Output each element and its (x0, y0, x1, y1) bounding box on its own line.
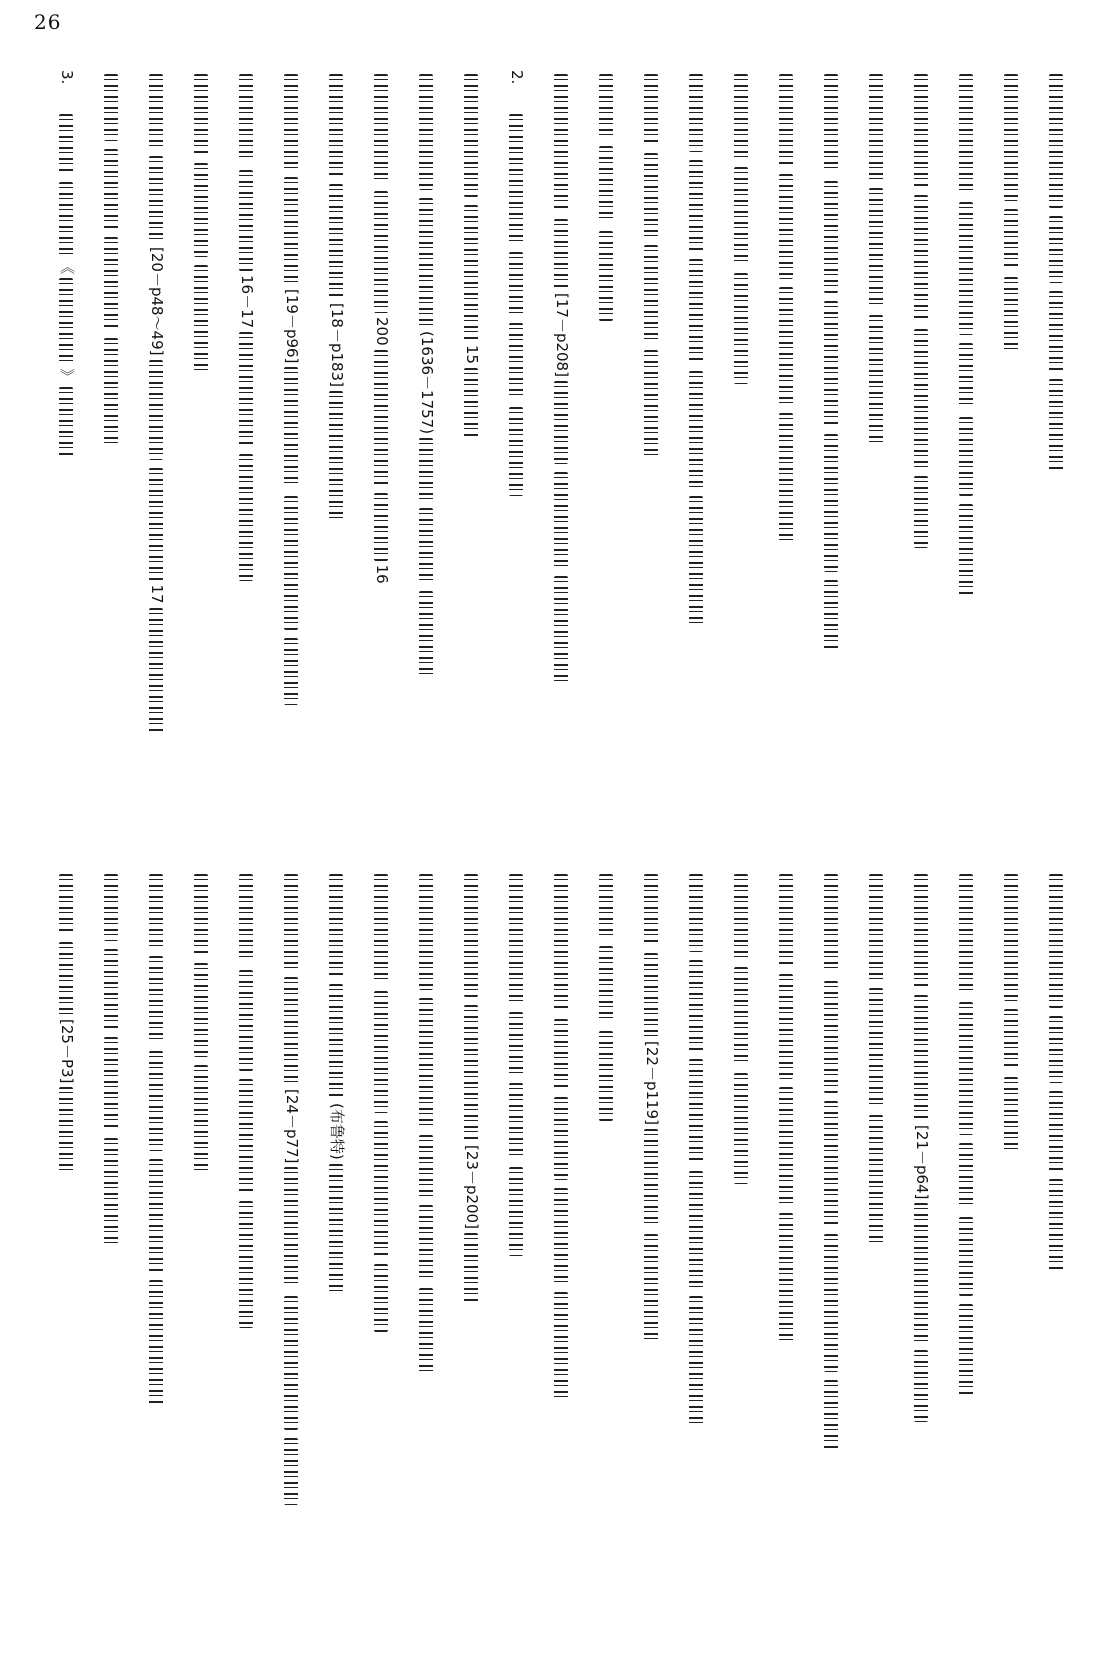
mongolian-script-word (465, 74, 479, 197)
text-column (950, 70, 984, 820)
mongolian-script-word (870, 188, 884, 307)
mongolian-script-word (1005, 874, 1019, 1001)
text-column (860, 70, 894, 820)
mongolian-script-word (735, 273, 749, 384)
mongolian-script-word (285, 1296, 299, 1430)
mongolian-script-word (690, 259, 704, 363)
section-number: 2. (508, 70, 526, 85)
mongolian-script-word (645, 350, 659, 460)
text-column (950, 870, 984, 1640)
mongolian-script-word (240, 454, 254, 581)
mongolian-script-word (420, 74, 434, 190)
mongolian-script-word (105, 874, 119, 941)
mongolian-script-word (645, 74, 659, 145)
text-column (500, 70, 534, 820)
mongolian-script-word (195, 963, 209, 1057)
citation: 《 (58, 259, 76, 275)
mongolian-script-word (645, 153, 659, 237)
mongolian-script-word (915, 874, 929, 987)
citation: 16－17 (238, 275, 256, 329)
mongolian-script-word (375, 874, 389, 983)
text-column (185, 70, 219, 820)
mongolian-script-word (240, 970, 254, 1071)
mongolian-script-word (375, 991, 389, 1113)
mongolian-script-word (105, 74, 119, 141)
text-column (860, 870, 894, 1640)
mongolian-script-word (105, 149, 119, 229)
mongolian-script-word (195, 265, 209, 372)
mongolian-script-word (465, 1005, 479, 1141)
text-column (905, 870, 939, 1640)
mongolian-script-word (195, 1065, 209, 1172)
mongolian-script-word (375, 74, 389, 183)
mongolian-script-word (915, 74, 929, 187)
mongolian-script-word (645, 245, 659, 342)
mongolian-script-word (690, 874, 704, 952)
mongolian-script-word (420, 1135, 434, 1197)
mongolian-script-word (1005, 209, 1019, 269)
text-column (725, 870, 759, 1640)
text-column (185, 870, 219, 1640)
mongolian-script-word (240, 332, 254, 446)
mongolian-script-word (780, 74, 794, 166)
mongolian-script-word (510, 114, 524, 244)
mongolian-script-word (870, 315, 884, 447)
mongolian-script-word (60, 114, 74, 174)
mongolian-script-word (690, 1059, 704, 1163)
mongolian-script-word (780, 1087, 794, 1205)
mongolian-script-word (555, 1292, 569, 1401)
mongolian-script-word (375, 493, 389, 561)
mongolian-script-word (285, 1167, 299, 1288)
mongolian-script-word (780, 1213, 794, 1344)
citation: [18－p183] (328, 303, 346, 387)
mongolian-script-word (1050, 1091, 1064, 1171)
mongolian-script-word (690, 960, 704, 1051)
text-column (545, 70, 579, 820)
mongolian-script-word (645, 953, 659, 1037)
mongolian-script-word (1050, 1016, 1064, 1083)
mongolian-script-word (960, 417, 974, 496)
top-text-block (20, 70, 1094, 820)
text-column (140, 70, 174, 820)
mongolian-script-word (285, 177, 299, 285)
mongolian-script-word (600, 146, 614, 223)
mongolian-script-word (240, 1079, 254, 1193)
text-column (365, 70, 399, 820)
mongolian-script-word (375, 350, 389, 485)
text-column (455, 870, 489, 1640)
mongolian-script-word (375, 191, 389, 313)
mongolian-script-word (60, 182, 74, 255)
text-column (815, 70, 849, 820)
mongolian-script-word (150, 1280, 164, 1406)
mongolian-script-word (240, 170, 254, 271)
mongolian-script-word (1005, 1009, 1019, 1069)
mongolian-script-word (825, 981, 839, 1093)
mongolian-script-word (420, 508, 434, 583)
mongolian-script-word (330, 874, 344, 976)
mongolian-script-word (375, 1264, 389, 1332)
mongolian-script-word (555, 1019, 569, 1089)
mongolian-script-word (285, 977, 299, 1085)
mongolian-script-word (600, 1031, 614, 1121)
mongolian-script-word (915, 995, 929, 1121)
text-column (680, 70, 714, 820)
mongolian-script-word (555, 74, 569, 211)
mongolian-script-word (915, 329, 929, 468)
mongolian-script-word (1005, 74, 1019, 201)
mongolian-script-word (60, 387, 74, 457)
mongolian-script-word (960, 874, 974, 994)
mongolian-script-word (420, 998, 434, 1127)
mongolian-script-word (330, 984, 344, 1099)
citation: [17－p208] (553, 293, 571, 377)
mongolian-script-word (105, 338, 119, 444)
page-number: 26 (34, 10, 62, 34)
mongolian-script-word (330, 184, 344, 299)
mongolian-script-word (510, 1012, 524, 1075)
citation: [24－p77] (283, 1089, 301, 1164)
mongolian-script-word (375, 1121, 389, 1256)
mongolian-script-word (285, 74, 299, 169)
citation: 15 (463, 345, 481, 365)
mongolian-script-word (195, 163, 209, 257)
mongolian-script-word (510, 252, 524, 315)
text-column (95, 870, 129, 1640)
mongolian-script-word (510, 1083, 524, 1159)
text-column (770, 70, 804, 820)
text-column (410, 70, 444, 820)
mongolian-script-word (510, 407, 524, 496)
mongolian-script-word (960, 202, 974, 335)
mongolian-script-word (645, 1129, 659, 1226)
mongolian-script-word (150, 1051, 164, 1151)
mongolian-script-word (555, 381, 569, 464)
mongolian-script-word (240, 874, 254, 962)
mongolian-script-word (465, 205, 479, 341)
mongolian-script-word (960, 1304, 974, 1396)
citation: 200 (373, 317, 391, 346)
mongolian-script-word (105, 1037, 119, 1130)
mongolian-script-word (780, 974, 794, 1079)
mongolian-script-word (555, 1097, 569, 1180)
mongolian-script-word (1050, 216, 1064, 283)
mongolian-script-word (1050, 379, 1064, 472)
mongolian-script-word (645, 1234, 659, 1344)
mongolian-script-word (1050, 1179, 1064, 1272)
citation: [23－p200] (463, 1145, 481, 1229)
text-column (275, 70, 309, 820)
mongolian-script-word (330, 391, 344, 519)
mongolian-script-word (465, 874, 479, 997)
text-column (905, 70, 939, 820)
mongolian-script-word (735, 874, 749, 959)
mongolian-script-word (960, 74, 974, 194)
mongolian-script-word (105, 237, 119, 330)
mongolian-script-word (465, 1233, 479, 1302)
mongolian-script-word (150, 74, 164, 148)
mongolian-script-word (285, 496, 299, 630)
mongolian-script-word (780, 874, 794, 966)
mongolian-script-word (960, 343, 974, 409)
citation: [20－p48～49] (148, 247, 166, 356)
mongolian-script-word (240, 74, 254, 162)
citation: [22－p119] (643, 1041, 661, 1125)
mongolian-script-word (780, 174, 794, 279)
text-column (1040, 870, 1074, 1640)
citation: 16 (373, 564, 391, 584)
section-number: 3. (58, 70, 76, 85)
mongolian-script-word (285, 367, 299, 488)
text-column (770, 870, 804, 1640)
mongolian-script-word (150, 468, 164, 581)
mongolian-script-word (420, 591, 434, 679)
mongolian-script-word (915, 195, 929, 321)
mongolian-script-word (150, 1159, 164, 1272)
mongolian-script-word (735, 74, 749, 159)
text-column (95, 70, 129, 820)
mongolian-script-word (285, 638, 299, 705)
mongolian-script-word (645, 874, 659, 945)
mongolian-script-word (690, 1296, 704, 1426)
citation: (1636－1757) (418, 331, 436, 435)
mongolian-script-word (600, 74, 614, 138)
text-column (1040, 70, 1074, 820)
mongolian-script-word (60, 942, 74, 1015)
citation: 》 (58, 368, 76, 384)
mongolian-script-word (870, 874, 884, 980)
mongolian-script-word (105, 949, 119, 1029)
mongolian-script-word (825, 74, 839, 173)
text-column (275, 870, 309, 1640)
mongolian-script-word (825, 181, 839, 293)
citation: [19－p96] (283, 289, 301, 364)
text-column (320, 70, 354, 820)
text-column (230, 870, 264, 1640)
mongolian-script-word (330, 1164, 344, 1292)
mongolian-script-word (600, 946, 614, 1023)
text-column (140, 870, 174, 1640)
mongolian-script-word (420, 1288, 434, 1376)
mongolian-script-word (825, 580, 839, 651)
mongolian-script-word (150, 360, 164, 460)
citation: [21－p64] (913, 1125, 931, 1200)
mongolian-script-word (510, 323, 524, 399)
mongolian-script-word (555, 874, 569, 1011)
text-column (365, 870, 399, 1640)
mongolian-script-word (150, 608, 164, 734)
mongolian-script-word (870, 1115, 884, 1247)
mongolian-script-word (960, 1217, 974, 1296)
mongolian-script-word (420, 438, 434, 500)
mongolian-script-word (780, 413, 794, 544)
mongolian-script-word (960, 1002, 974, 1135)
mongolian-script-word (735, 967, 749, 1065)
text-column (455, 70, 489, 820)
mongolian-script-word (150, 156, 164, 243)
mongolian-script-word (960, 1143, 974, 1209)
mongolian-script-word (150, 874, 164, 948)
citation: [25－P3] (58, 1019, 76, 1084)
text-column (995, 70, 1029, 820)
mongolian-script-word (510, 874, 524, 1004)
mongolian-script-word (915, 476, 929, 548)
mongolian-script-word (240, 1201, 254, 1328)
mongolian-script-word (555, 472, 569, 568)
text-column (50, 70, 84, 820)
mongolian-script-word (195, 74, 209, 155)
text-column (725, 70, 759, 820)
mongolian-script-word (195, 874, 209, 955)
mongolian-script-word (690, 371, 704, 488)
text-column (320, 870, 354, 1640)
mongolian-script-word (555, 1188, 569, 1284)
mongolian-script-word (420, 874, 434, 990)
mongolian-script-word (600, 874, 614, 938)
mongolian-script-word (825, 874, 839, 973)
text-column (410, 870, 444, 1640)
mongolian-script-word (960, 504, 974, 596)
mongolian-script-word (60, 278, 74, 364)
mongolian-script-word (510, 1167, 524, 1256)
mongolian-script-word (870, 988, 884, 1107)
mongolian-script-word (780, 287, 794, 405)
citation: (布鲁特) (328, 1103, 346, 1160)
mongolian-script-word (285, 874, 299, 969)
mongolian-script-word (735, 167, 749, 265)
text-column (680, 870, 714, 1640)
mongolian-script-word (105, 1138, 119, 1244)
text-column (230, 70, 264, 820)
mongolian-script-word (735, 1073, 749, 1184)
mongolian-script-word (60, 874, 74, 934)
text-column (635, 70, 669, 820)
text-column (545, 870, 579, 1640)
mongolian-script-word (1005, 277, 1019, 350)
mongolian-script-word (690, 1171, 704, 1288)
text-column (590, 70, 624, 820)
bottom-text-block (20, 870, 1094, 1640)
mongolian-script-word (825, 1101, 839, 1226)
mongolian-script-word (1005, 1077, 1019, 1150)
mongolian-script-word (1050, 874, 1064, 1008)
text-column (995, 870, 1029, 1640)
mongolian-script-word (915, 1203, 929, 1342)
mongolian-script-word (150, 956, 164, 1043)
mongolian-script-word (60, 1087, 74, 1173)
mongolian-script-word (825, 1234, 839, 1372)
mongolian-script-word (825, 301, 839, 426)
mongolian-script-word (690, 496, 704, 626)
mongolian-script-word (600, 231, 614, 321)
mongolian-script-word (330, 74, 344, 176)
mongolian-script-word (825, 1380, 839, 1451)
mongolian-script-word (1050, 291, 1064, 371)
mongolian-script-word (420, 1205, 434, 1280)
mongolian-script-word (1050, 74, 1064, 208)
text-column (500, 870, 534, 1640)
mongolian-script-word (825, 434, 839, 572)
mongolian-script-word (690, 74, 704, 152)
mongolian-script-word (285, 1438, 299, 1505)
mongolian-script-word (465, 368, 479, 437)
text-column (50, 870, 84, 1640)
citation: 17 (148, 584, 166, 604)
text-column (590, 870, 624, 1640)
text-column (635, 870, 669, 1640)
text-column (815, 870, 849, 1640)
mongolian-script-word (690, 160, 704, 251)
mongolian-script-word (555, 576, 569, 685)
mongolian-script-word (870, 74, 884, 180)
mongolian-script-word (915, 1350, 929, 1422)
mongolian-script-word (420, 198, 434, 327)
mongolian-script-word (555, 219, 569, 289)
